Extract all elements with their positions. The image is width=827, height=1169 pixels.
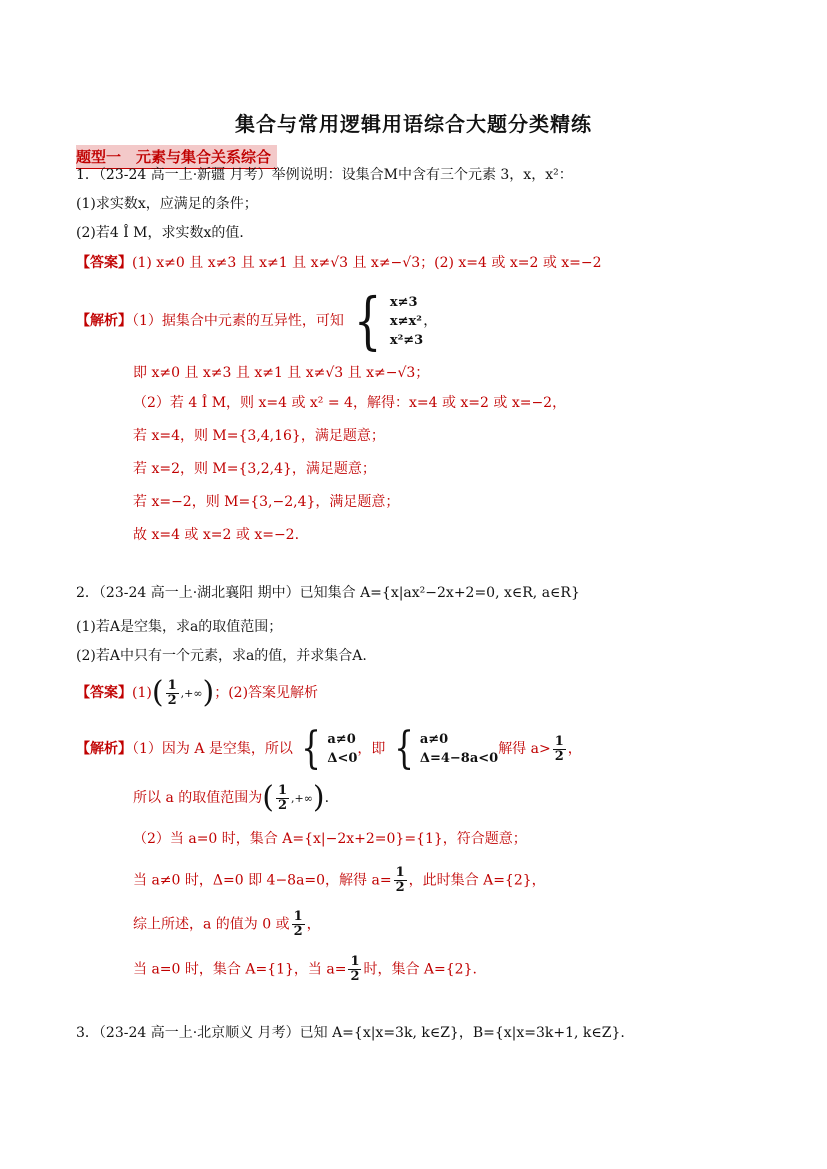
numerator: 1 xyxy=(395,865,405,880)
numerator: 1 xyxy=(277,782,288,798)
denominator: 2 xyxy=(293,924,303,939)
q2-case-text: 当 a≠0 时，Δ=0 即 4−8a=0，解得 a= xyxy=(133,872,392,889)
q2-analysis-mid: ，即 xyxy=(357,741,386,757)
q1-answer: (1) x≠0 且 x≠3 且 x≠1 且 x≠√3 且 x≠−√3；(2) x=4 或 x=2 或 x=−2 xyxy=(132,255,602,271)
fraction xyxy=(166,679,179,708)
q1-analysis-line7: 故 x=4 或 x=2 或 x=−2. xyxy=(133,527,300,543)
q3-stem: 3．（23-24 高一上·北京顺义 月考）已知 A={x|x=3k, k∈Z}，B={x|x=3k+1, k∈Z}. xyxy=(76,1025,625,1041)
q2-analysis-line4 xyxy=(133,866,546,895)
denominator: 2 xyxy=(395,880,405,895)
q2-range-text: 所以 a 的取值范围为 xyxy=(133,790,263,806)
q1-sys-end: ， xyxy=(423,313,438,329)
fraction xyxy=(553,735,566,764)
q2-part1: (1)若A是空集，求a的取值范围； xyxy=(76,619,283,635)
numerator: 1 xyxy=(350,954,360,969)
q1-analysis-line3: （2）若 4 Î M，则 x=4 或 x² = 4，解得：x=4 或 x=2 或 x=−2， xyxy=(133,395,567,411)
q1-analysis-line1 xyxy=(76,284,438,357)
q2-range-end: . xyxy=(324,790,330,806)
system-row: Δ<0 xyxy=(327,751,358,766)
q2-stem: 2．（23-24 高一上·湖北襄阳 期中）已知集合 A={x|ax²−2x+2=0, x∈R, a∈R} xyxy=(76,585,580,601)
denominator: 2 xyxy=(350,969,360,984)
q2-analysis-line6 xyxy=(133,955,477,984)
numerator: 1 xyxy=(554,733,564,749)
q2-summary-end: ， xyxy=(306,916,321,933)
q2-case-rest: ，此时集合 A={2}， xyxy=(408,872,546,889)
q1-analysis-line2: 即 x≠0 且 x≠3 且 x≠1 且 x≠√3 且 x≠−√3； xyxy=(133,365,430,381)
q1-part1: (1)求实数x，应满足的条件； xyxy=(76,196,258,212)
q1-stem: 1．（23-24 高一上·新疆 月考）举例说明：设集合M中含有三个元素 3，x，x²： xyxy=(76,167,573,183)
numerator: 1 xyxy=(167,677,177,693)
denominator: 2 xyxy=(277,797,288,813)
q2-answer-part: (1) xyxy=(132,685,152,701)
q1-analysis-line5: 若 x=2，则 M={3,2,4}，满足题意； xyxy=(133,461,376,477)
page-title: 集合与常用逻辑用语综合大题分类精练 xyxy=(235,112,592,136)
q2-answer-line: 【答案】(1)( $\frac{1}{2}$ ,+∞)；(2)答案见解析 xyxy=(76,675,319,710)
q2-conclusion-end: 时，集合 A={2}. xyxy=(363,961,477,978)
answer-tag: 【答案】 xyxy=(76,685,132,701)
q2-analysis-line2: 所以 a 的取值范围为( $\frac{1}{2}$ ,+∞). xyxy=(133,780,330,815)
q1-part2: (2)若4 Î M，求实数x的值． xyxy=(76,225,254,241)
analysis-tag: 【解析】 xyxy=(76,741,132,757)
q2-summary-text: 综上所述，a 的值为 0 或 xyxy=(133,916,290,933)
q1-analysis-text: （1）据集合中元素的互异性，可知 xyxy=(132,313,344,329)
fraction xyxy=(276,784,289,813)
q1-answer-line xyxy=(76,252,602,274)
q1-system-row: x²≠3 xyxy=(389,332,424,348)
q2-analysis-line5 xyxy=(133,910,321,939)
q2-range-inf: ,+∞ xyxy=(291,792,313,805)
fraction xyxy=(348,955,361,984)
answer-tag: 【答案】 xyxy=(76,255,132,271)
q2-analysis-line3: （2）当 a=0 时，集合 A={x|−2x+2=0}={1}，符合题意； xyxy=(133,831,527,847)
q1-system-brace: { x≠3 x≠x² x²≠3 xyxy=(354,284,424,357)
section-heading: 题型一 元素与集合关系综合 xyxy=(76,145,277,169)
q2-system-b: { a≠0 Δ=4−8a<0 xyxy=(394,723,499,774)
q2-analysis-text: （1）因为 A 是空集，所以 xyxy=(132,741,293,757)
denominator: 2 xyxy=(554,748,564,764)
q2-solve-end: ， xyxy=(567,741,582,757)
q1-system-row: x≠x² xyxy=(389,313,422,329)
analysis-tag: 【解析】 xyxy=(76,313,132,329)
system-row: Δ=4−8a<0 xyxy=(419,751,499,766)
q2-system-a: { a≠0 Δ<0 xyxy=(301,723,358,774)
q2-conclusion-text: 当 a=0 时，集合 A={1}，当 a= xyxy=(133,961,347,978)
denominator: 2 xyxy=(167,692,177,708)
q2-answer-inf: ,+∞ xyxy=(180,687,203,700)
system-row: a≠0 xyxy=(419,732,449,747)
fraction xyxy=(292,910,305,939)
fraction xyxy=(394,866,407,895)
q1-system-row: x≠3 xyxy=(389,294,418,310)
q1-analysis-line6: 若 x=−2，则 M={3,−2,4}，满足题意； xyxy=(133,494,400,510)
q2-part2: (2)若A中只有一个元素，求a的值，并求集合A. xyxy=(76,648,367,664)
q1-analysis-line4: 若 x=4，则 M={3,4,16}，满足题意； xyxy=(133,428,385,444)
system-row: a≠0 xyxy=(327,732,356,747)
q2-analysis-line1 xyxy=(76,723,582,774)
q2-solve-text: 解得 a> xyxy=(498,741,551,757)
numerator: 1 xyxy=(293,909,303,924)
q2-answer-rest: ；(2)答案见解析 xyxy=(214,685,319,701)
